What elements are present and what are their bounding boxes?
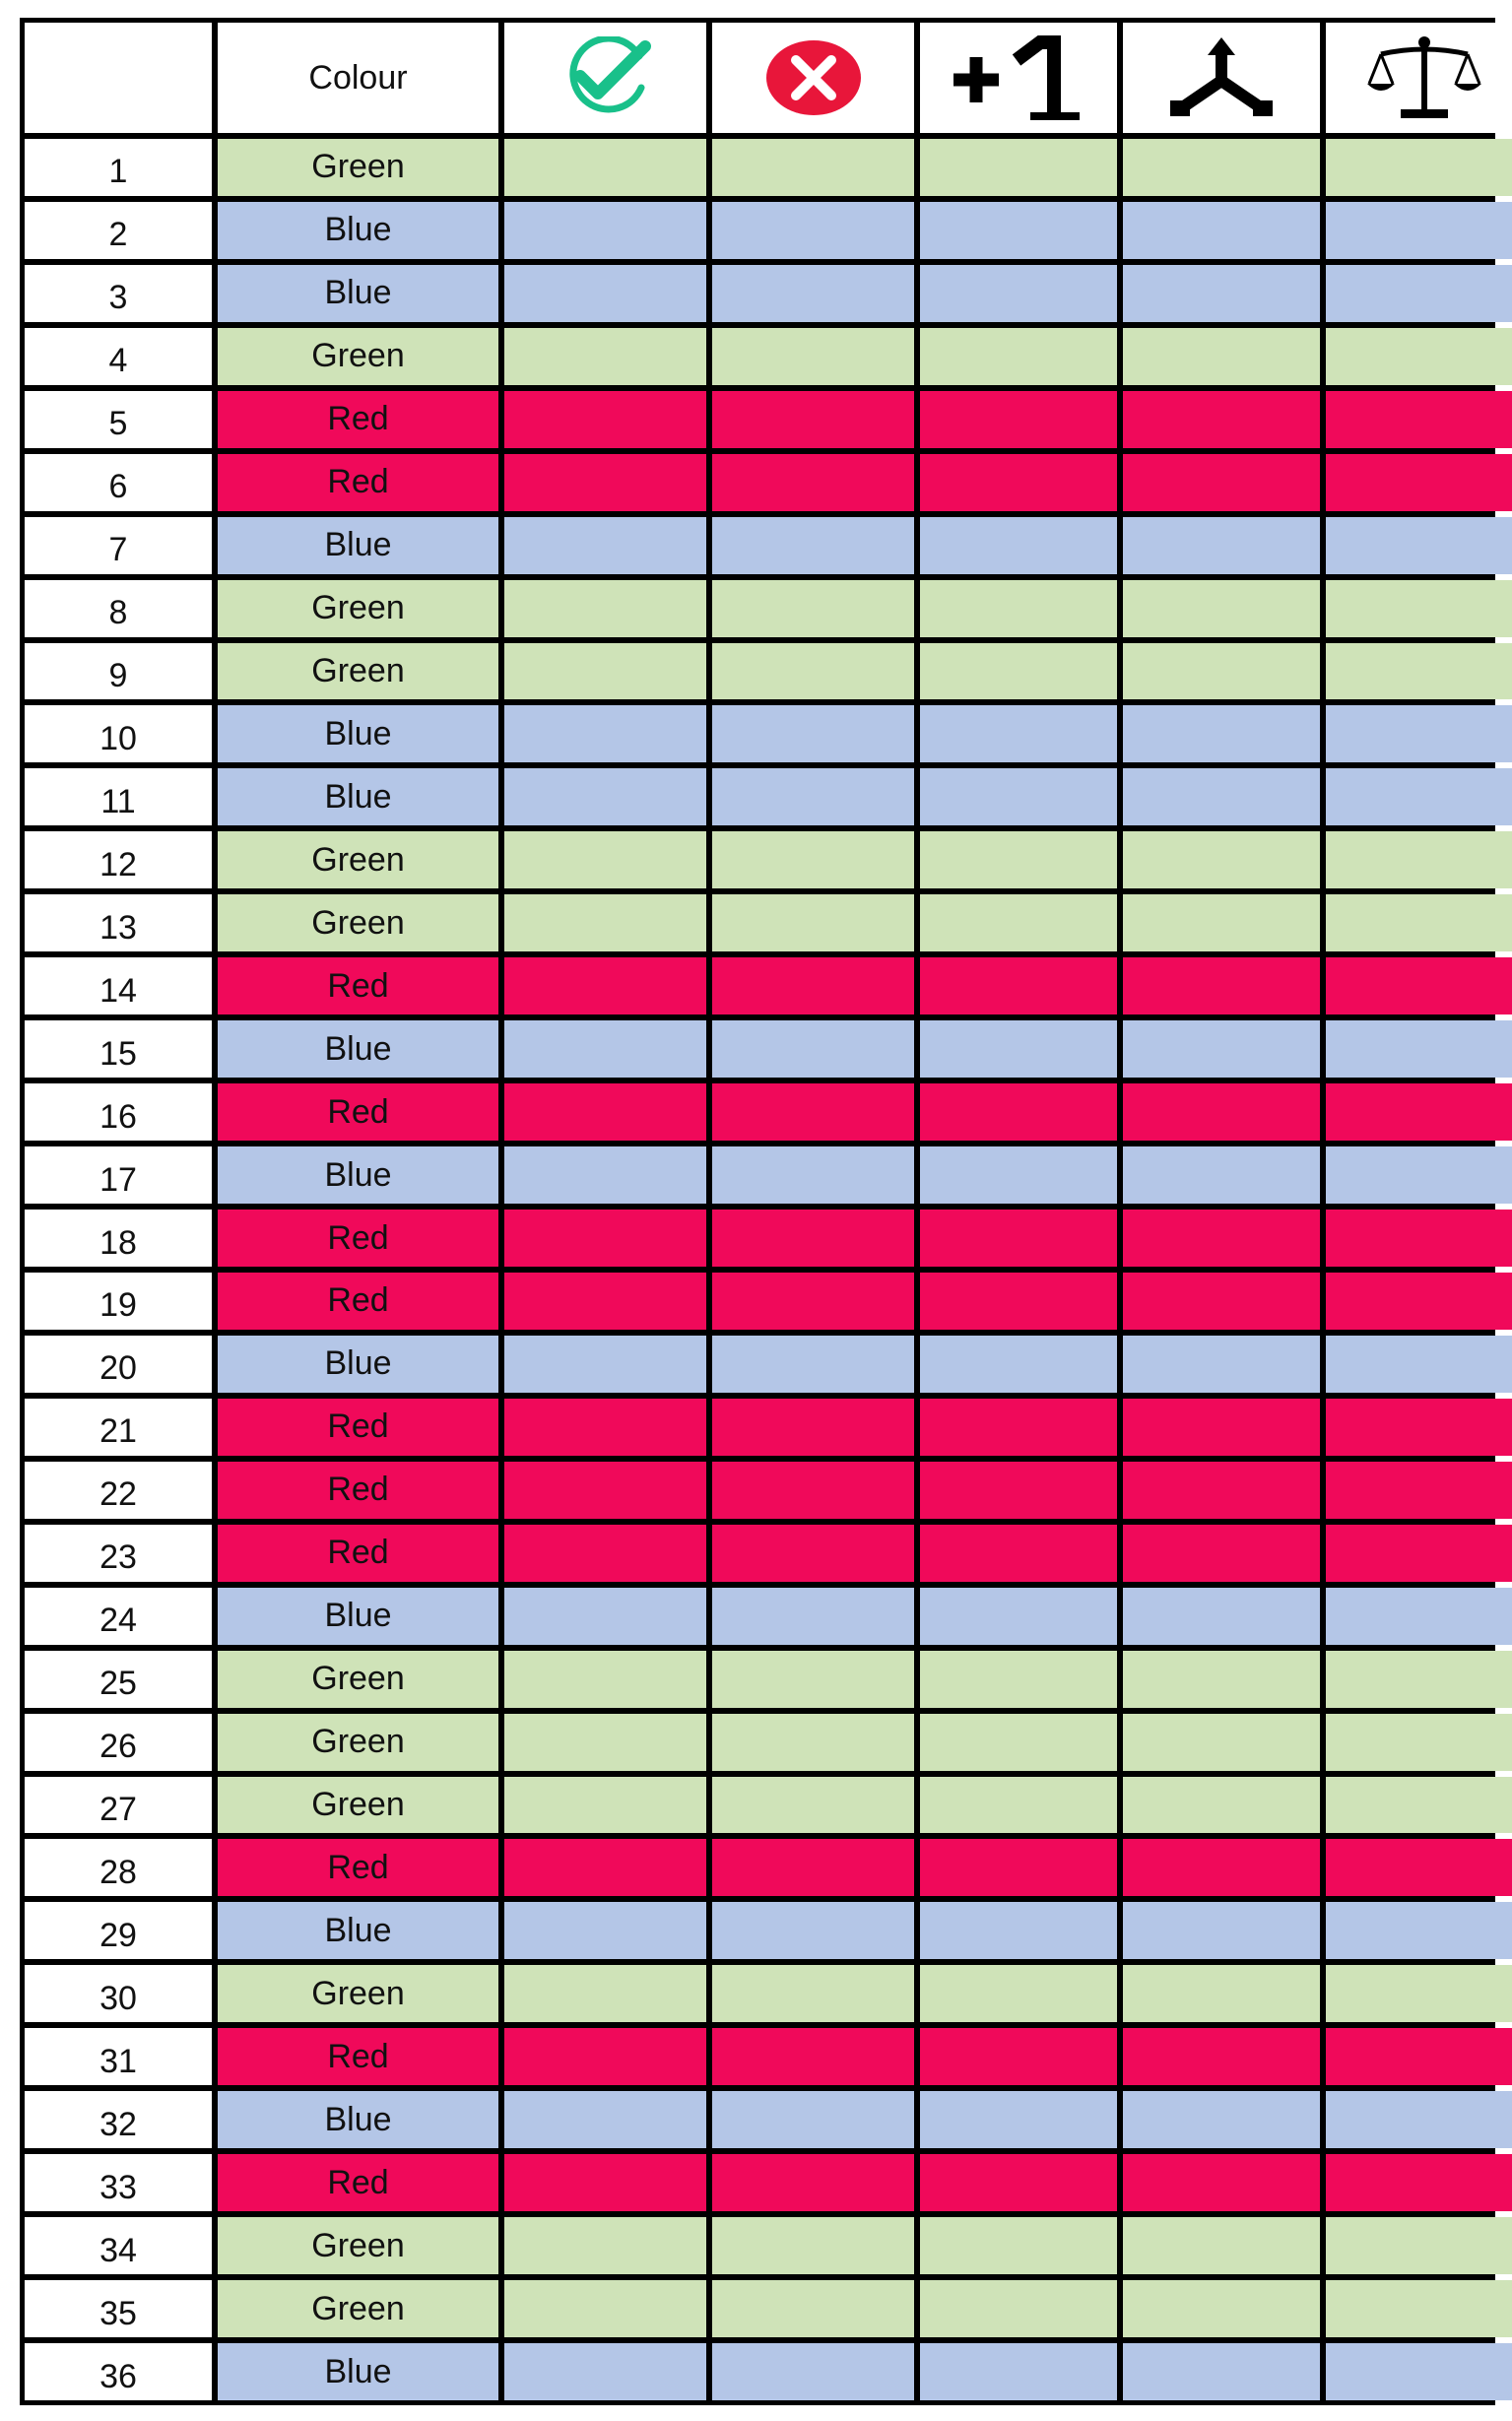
data-cell	[920, 2028, 1117, 2085]
data-cell	[920, 1399, 1117, 1456]
header-check	[504, 23, 706, 133]
data-cell	[712, 2154, 914, 2211]
colour-table	[20, 18, 1495, 2405]
row-index: 3	[25, 265, 212, 322]
data-cell	[1123, 1777, 1320, 1834]
data-cell	[1123, 1525, 1320, 1582]
data-cell	[712, 517, 914, 574]
colour-cell: Red	[218, 1273, 498, 1330]
row-index: 20	[25, 1336, 212, 1393]
data-cell	[504, 957, 706, 1014]
data-cell	[1123, 705, 1320, 762]
data-cell	[712, 454, 914, 511]
data-cell	[1326, 391, 1512, 448]
data-cell	[1123, 1965, 1320, 2022]
row-index: 21	[25, 1399, 212, 1456]
data-cell	[712, 2028, 914, 2085]
colour-cell: Red	[218, 2028, 498, 2085]
row-index: 17	[25, 1146, 212, 1204]
row-index: 8	[25, 580, 212, 637]
data-cell	[712, 957, 914, 1014]
colour-cell: Red	[218, 1839, 498, 1896]
data-cell	[712, 1965, 914, 2022]
colour-cell: Red	[218, 2154, 498, 2211]
data-cell	[712, 580, 914, 637]
data-cell	[504, 1651, 706, 1708]
data-cell	[504, 328, 706, 385]
row-index: 35	[25, 2280, 212, 2337]
colour-cell: Green	[218, 1651, 498, 1708]
row-index: 12	[25, 831, 212, 888]
data-cell	[504, 1146, 706, 1204]
data-cell	[1123, 2343, 1320, 2400]
header-corner-cell	[25, 23, 212, 133]
data-cell	[504, 1588, 706, 1645]
balance-scale-icon	[1365, 33, 1483, 123]
check-circle-icon	[555, 36, 657, 119]
colour-cell: Green	[218, 894, 498, 951]
data-cell	[1326, 1902, 1512, 1959]
header-balance	[1326, 23, 1512, 133]
data-cell	[920, 2091, 1117, 2148]
colour-cell: Green	[218, 2280, 498, 2337]
colour-cell: Green	[218, 831, 498, 888]
data-cell	[1326, 831, 1512, 888]
data-cell	[920, 1651, 1117, 1708]
data-cell	[1123, 1839, 1320, 1896]
row-index: 29	[25, 1902, 212, 1959]
data-cell	[504, 517, 706, 574]
data-cell	[712, 391, 914, 448]
data-cell	[1123, 831, 1320, 888]
data-cell	[1123, 139, 1320, 196]
data-cell	[1123, 1902, 1320, 1959]
data-cell	[712, 1083, 914, 1141]
data-cell	[1123, 202, 1320, 259]
data-cell	[1123, 517, 1320, 574]
data-cell	[920, 1083, 1117, 1141]
data-cell	[1326, 1210, 1512, 1267]
header-cross	[712, 23, 914, 133]
data-cell	[1326, 1525, 1512, 1582]
row-index: 32	[25, 2091, 212, 2148]
data-cell	[1123, 265, 1320, 322]
data-cell	[504, 1210, 706, 1267]
data-cell	[1326, 202, 1512, 259]
data-cell	[504, 1336, 706, 1393]
data-cell	[712, 328, 914, 385]
data-cell	[504, 1902, 706, 1959]
data-cell	[920, 957, 1117, 1014]
row-index: 31	[25, 2028, 212, 2085]
row-index: 19	[25, 1273, 212, 1330]
row-index: 28	[25, 1839, 212, 1896]
plus-one-icon	[950, 33, 1087, 123]
data-cell	[1326, 1588, 1512, 1645]
data-cell	[1326, 1399, 1512, 1456]
data-cell	[504, 2217, 706, 2274]
data-cell	[1123, 1020, 1320, 1078]
data-cell	[712, 2217, 914, 2274]
data-cell	[504, 1020, 706, 1078]
row-index: 24	[25, 1588, 212, 1645]
data-cell	[1326, 894, 1512, 951]
data-cell	[712, 1020, 914, 1078]
data-cell	[920, 202, 1117, 259]
colour-cell: Green	[218, 643, 498, 700]
colour-cell: Green	[218, 580, 498, 637]
data-cell	[1326, 957, 1512, 1014]
colour-cell: Blue	[218, 768, 498, 825]
data-cell	[1326, 2343, 1512, 2400]
data-cell	[504, 265, 706, 322]
colour-cell: Red	[218, 454, 498, 511]
data-cell	[504, 643, 706, 700]
row-index: 10	[25, 705, 212, 762]
row-index: 6	[25, 454, 212, 511]
data-cell	[504, 2091, 706, 2148]
data-cell	[1123, 1651, 1320, 1708]
data-cell	[920, 265, 1117, 322]
data-cell	[920, 1146, 1117, 1204]
colour-cell: Red	[218, 1462, 498, 1519]
colour-cell: Blue	[218, 517, 498, 574]
colour-cell: Blue	[218, 1902, 498, 1959]
colour-cell: Red	[218, 1525, 498, 1582]
data-cell	[920, 1273, 1117, 1330]
data-cell	[712, 1588, 914, 1645]
data-cell	[1123, 1336, 1320, 1393]
data-cell	[504, 768, 706, 825]
data-cell	[920, 1462, 1117, 1519]
data-cell	[920, 580, 1117, 637]
data-cell	[920, 1525, 1117, 1582]
data-cell	[504, 202, 706, 259]
data-cell	[920, 1965, 1117, 2022]
data-cell	[1123, 1588, 1320, 1645]
data-cell	[1123, 2217, 1320, 2274]
x-circle-icon	[762, 36, 865, 119]
colour-cell: Green	[218, 2217, 498, 2274]
data-cell	[1123, 580, 1320, 637]
data-cell	[1326, 1462, 1512, 1519]
data-cell	[1123, 1462, 1320, 1519]
data-cell	[920, 705, 1117, 762]
data-cell	[504, 1714, 706, 1771]
data-cell	[1326, 580, 1512, 637]
colour-cell: Blue	[218, 1336, 498, 1393]
data-cell	[1326, 265, 1512, 322]
colour-cell: Blue	[218, 705, 498, 762]
data-cell	[1326, 1839, 1512, 1896]
data-cell	[712, 1399, 914, 1456]
data-cell	[504, 2028, 706, 2085]
data-cell	[504, 454, 706, 511]
row-index: 13	[25, 894, 212, 951]
header-branch	[1123, 23, 1320, 133]
data-cell	[1326, 1336, 1512, 1393]
colour-cell: Red	[218, 1399, 498, 1456]
data-cell	[1326, 328, 1512, 385]
colour-cell: Green	[218, 1777, 498, 1834]
colour-cell: Green	[218, 328, 498, 385]
data-cell	[1326, 1146, 1512, 1204]
data-cell	[920, 1210, 1117, 1267]
data-cell	[1123, 1273, 1320, 1330]
data-cell	[712, 2280, 914, 2337]
data-cell	[712, 705, 914, 762]
data-cell	[1326, 517, 1512, 574]
data-cell	[504, 1273, 706, 1330]
data-cell	[504, 2280, 706, 2337]
data-cell	[1123, 1083, 1320, 1141]
data-cell	[920, 328, 1117, 385]
colour-cell: Red	[218, 1083, 498, 1141]
data-cell	[920, 768, 1117, 825]
data-cell	[920, 1336, 1117, 1393]
data-cell	[1123, 1714, 1320, 1771]
data-cell	[1326, 705, 1512, 762]
row-index: 5	[25, 391, 212, 448]
data-cell	[504, 831, 706, 888]
row-index: 30	[25, 1965, 212, 2022]
data-cell	[504, 580, 706, 637]
data-cell	[504, 1525, 706, 1582]
data-cell	[1326, 1651, 1512, 1708]
data-cell	[504, 705, 706, 762]
data-cell	[504, 1839, 706, 1896]
data-cell	[712, 1714, 914, 1771]
data-cell	[504, 139, 706, 196]
data-cell	[504, 2343, 706, 2400]
data-cell	[1123, 2091, 1320, 2148]
data-cell	[712, 1777, 914, 1834]
colour-cell: Blue	[218, 1146, 498, 1204]
data-cell	[1326, 2280, 1512, 2337]
row-index: 7	[25, 517, 212, 574]
data-cell	[712, 2091, 914, 2148]
row-index: 22	[25, 1462, 212, 1519]
colour-cell: Green	[218, 1714, 498, 1771]
data-cell	[504, 2154, 706, 2211]
row-index: 27	[25, 1777, 212, 1834]
data-cell	[712, 1651, 914, 1708]
data-cell	[504, 1777, 706, 1834]
data-cell	[1123, 1210, 1320, 1267]
data-cell	[1326, 2028, 1512, 2085]
data-cell	[1123, 2154, 1320, 2211]
colour-cell: Blue	[218, 1588, 498, 1645]
data-cell	[920, 2280, 1117, 2337]
data-cell	[504, 1399, 706, 1456]
header-colour: Colour	[218, 23, 498, 133]
colour-cell: Green	[218, 1965, 498, 2022]
data-cell	[1326, 768, 1512, 825]
data-cell	[1326, 643, 1512, 700]
data-cell	[712, 643, 914, 700]
data-cell	[712, 894, 914, 951]
data-cell	[1123, 768, 1320, 825]
colour-cell: Blue	[218, 1020, 498, 1078]
data-cell	[712, 1902, 914, 1959]
data-cell	[920, 2154, 1117, 2211]
data-cell	[712, 1525, 914, 1582]
data-cell	[920, 1839, 1117, 1896]
row-index: 26	[25, 1714, 212, 1771]
colour-cell: Blue	[218, 2091, 498, 2148]
row-index: 4	[25, 328, 212, 385]
row-index: 36	[25, 2343, 212, 2400]
data-cell	[920, 2217, 1117, 2274]
data-cell	[1326, 454, 1512, 511]
data-cell	[1123, 328, 1320, 385]
data-cell	[920, 643, 1117, 700]
data-cell	[1123, 957, 1320, 1014]
data-cell	[1326, 139, 1512, 196]
data-cell	[1123, 2280, 1320, 2337]
data-cell	[1326, 1965, 1512, 2022]
data-cell	[920, 1777, 1117, 1834]
data-cell	[920, 894, 1117, 951]
data-cell	[504, 1083, 706, 1141]
row-index: 25	[25, 1651, 212, 1708]
data-cell	[1123, 1399, 1320, 1456]
row-index: 14	[25, 957, 212, 1014]
data-cell	[712, 1273, 914, 1330]
data-cell	[504, 1965, 706, 2022]
data-cell	[712, 139, 914, 196]
data-cell	[1326, 1020, 1512, 1078]
data-cell	[1326, 2091, 1512, 2148]
data-cell	[712, 1462, 914, 1519]
data-cell	[1123, 2028, 1320, 2085]
colour-cell: Red	[218, 1210, 498, 1267]
data-cell	[1326, 2154, 1512, 2211]
data-cell	[920, 1902, 1117, 1959]
data-cell	[920, 1020, 1117, 1078]
data-cell	[920, 139, 1117, 196]
data-cell	[920, 454, 1117, 511]
data-cell	[712, 1210, 914, 1267]
data-cell	[1123, 454, 1320, 511]
colour-cell: Blue	[218, 2343, 498, 2400]
row-index: 1	[25, 139, 212, 196]
data-cell	[1326, 1714, 1512, 1771]
colour-cell: Red	[218, 391, 498, 448]
data-cell	[504, 391, 706, 448]
data-cell	[1326, 1273, 1512, 1330]
data-cell	[1123, 643, 1320, 700]
colour-cell: Red	[218, 957, 498, 1014]
data-cell	[712, 1336, 914, 1393]
row-index: 15	[25, 1020, 212, 1078]
data-cell	[920, 517, 1117, 574]
colour-cell: Green	[218, 139, 498, 196]
data-cell	[1123, 894, 1320, 951]
row-index: 9	[25, 643, 212, 700]
data-cell	[1326, 2217, 1512, 2274]
data-cell	[712, 202, 914, 259]
data-cell	[712, 831, 914, 888]
data-cell	[1326, 1083, 1512, 1141]
row-index: 18	[25, 1210, 212, 1267]
colour-cell: Blue	[218, 265, 498, 322]
data-cell	[920, 391, 1117, 448]
row-index: 11	[25, 768, 212, 825]
data-cell	[1123, 1146, 1320, 1204]
branch-arrow-icon	[1164, 33, 1279, 122]
row-index: 34	[25, 2217, 212, 2274]
data-cell	[712, 1839, 914, 1896]
data-cell	[712, 265, 914, 322]
header-plus-one	[920, 23, 1117, 133]
data-cell	[504, 1462, 706, 1519]
data-cell	[920, 2343, 1117, 2400]
data-cell	[920, 1714, 1117, 1771]
data-cell	[1123, 391, 1320, 448]
row-index: 16	[25, 1083, 212, 1141]
data-cell	[712, 1146, 914, 1204]
colour-cell: Blue	[218, 202, 498, 259]
row-index: 2	[25, 202, 212, 259]
row-index: 33	[25, 2154, 212, 2211]
data-cell	[712, 2343, 914, 2400]
data-cell	[504, 894, 706, 951]
row-index: 23	[25, 1525, 212, 1582]
data-cell	[1326, 1777, 1512, 1834]
data-cell	[920, 1588, 1117, 1645]
data-cell	[712, 768, 914, 825]
data-cell	[920, 831, 1117, 888]
